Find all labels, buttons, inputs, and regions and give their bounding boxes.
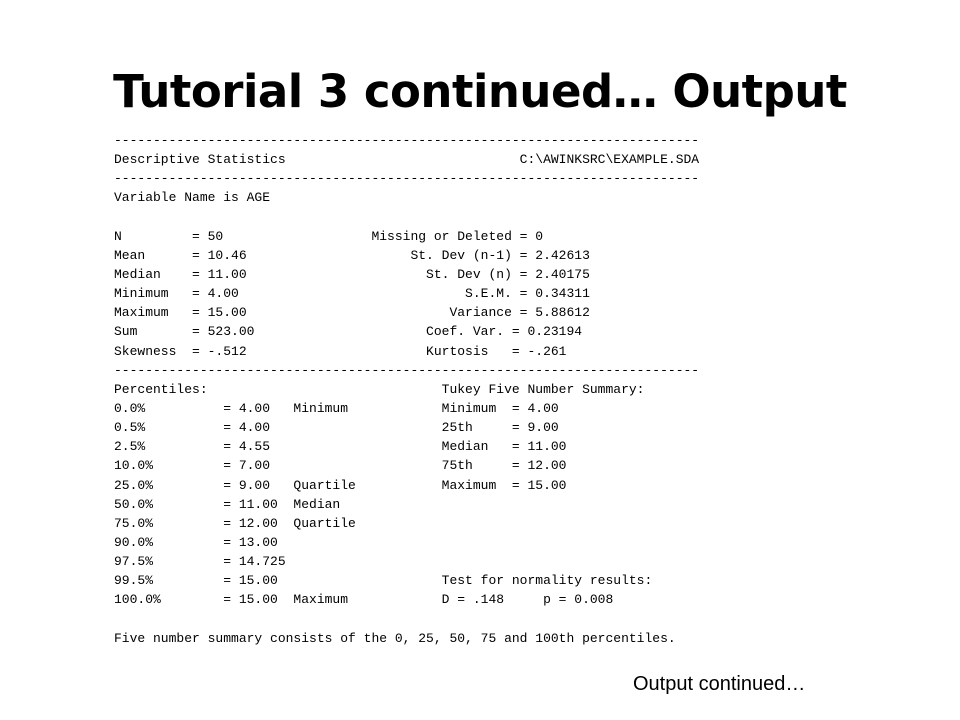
summary-note-line: Five number summary consists of the 0, 25, 50, 75 and 100th percentiles. [114, 630, 676, 646]
stat-line-minimum: Minimum = 4.00 S.E.M. = 0.34311 [114, 286, 590, 302]
blank-line [114, 610, 699, 629]
percentile-line: 0.5% = 4.00 25th = 9.00 [114, 420, 559, 436]
percentile-line: 2.5% = 4.55 Median = 11.00 [114, 439, 567, 455]
stat-line-n: N = 50 Missing or Deleted = 0 [114, 228, 544, 244]
percentile-line: 25.0% = 9.00 Quartile Maximum = 15.00 [114, 477, 567, 493]
separator-line: --------------------------------------------------------------------------- [114, 362, 700, 378]
stat-line-sum: Sum = 523.00 Coef. Var. = 0.23194 [114, 324, 583, 340]
blank-line [114, 208, 699, 227]
output-continued-note: Output continued… [633, 673, 806, 695]
percentiles-header-line: Percentiles: Tukey Five Number Summary: [114, 381, 645, 397]
separator-line: --------------------------------------------------------------------------- [114, 133, 700, 148]
percentile-line: 97.5% = 14.725 [114, 554, 286, 570]
percentile-line: 100.0% = 15.00 Maximum D = .148 p = 0.008 [114, 592, 614, 608]
percentile-line: 75.0% = 12.00 Quartile [114, 515, 356, 531]
percentile-line: 0.0% = 4.00 Minimum Minimum = 4.00 [114, 400, 559, 416]
variable-name-line: Variable Name is AGE [114, 190, 271, 206]
stat-line-mean: Mean = 10.46 St. Dev (n-1) = 2.42613 [114, 247, 590, 263]
percentile-line: 99.5% = 15.00 Test for normality results: [114, 573, 653, 589]
stat-line-median: Median = 11.00 St. Dev (n) = 2.40175 [114, 266, 590, 282]
percentile-line: 50.0% = 11.00 Median [114, 496, 341, 512]
stat-line-maximum: Maximum = 15.00 Variance = 5.88612 [114, 305, 590, 321]
percentile-line: 90.0% = 13.00 [114, 534, 278, 550]
output-header-line: Descriptive Statistics C:\AWINKSRC\EXAMPLE.SDA [114, 152, 700, 168]
stat-line-skewness: Skewness = -.512 Kurtosis = -.261 [114, 343, 567, 359]
separator-line: --------------------------------------------------------------------------- [114, 171, 700, 187]
slide-title: Tutorial 3 continued… Output [113, 65, 847, 118]
statistics-output [114, 131, 699, 648]
percentile-line: 10.0% = 7.00 75th = 12.00 [114, 458, 567, 474]
